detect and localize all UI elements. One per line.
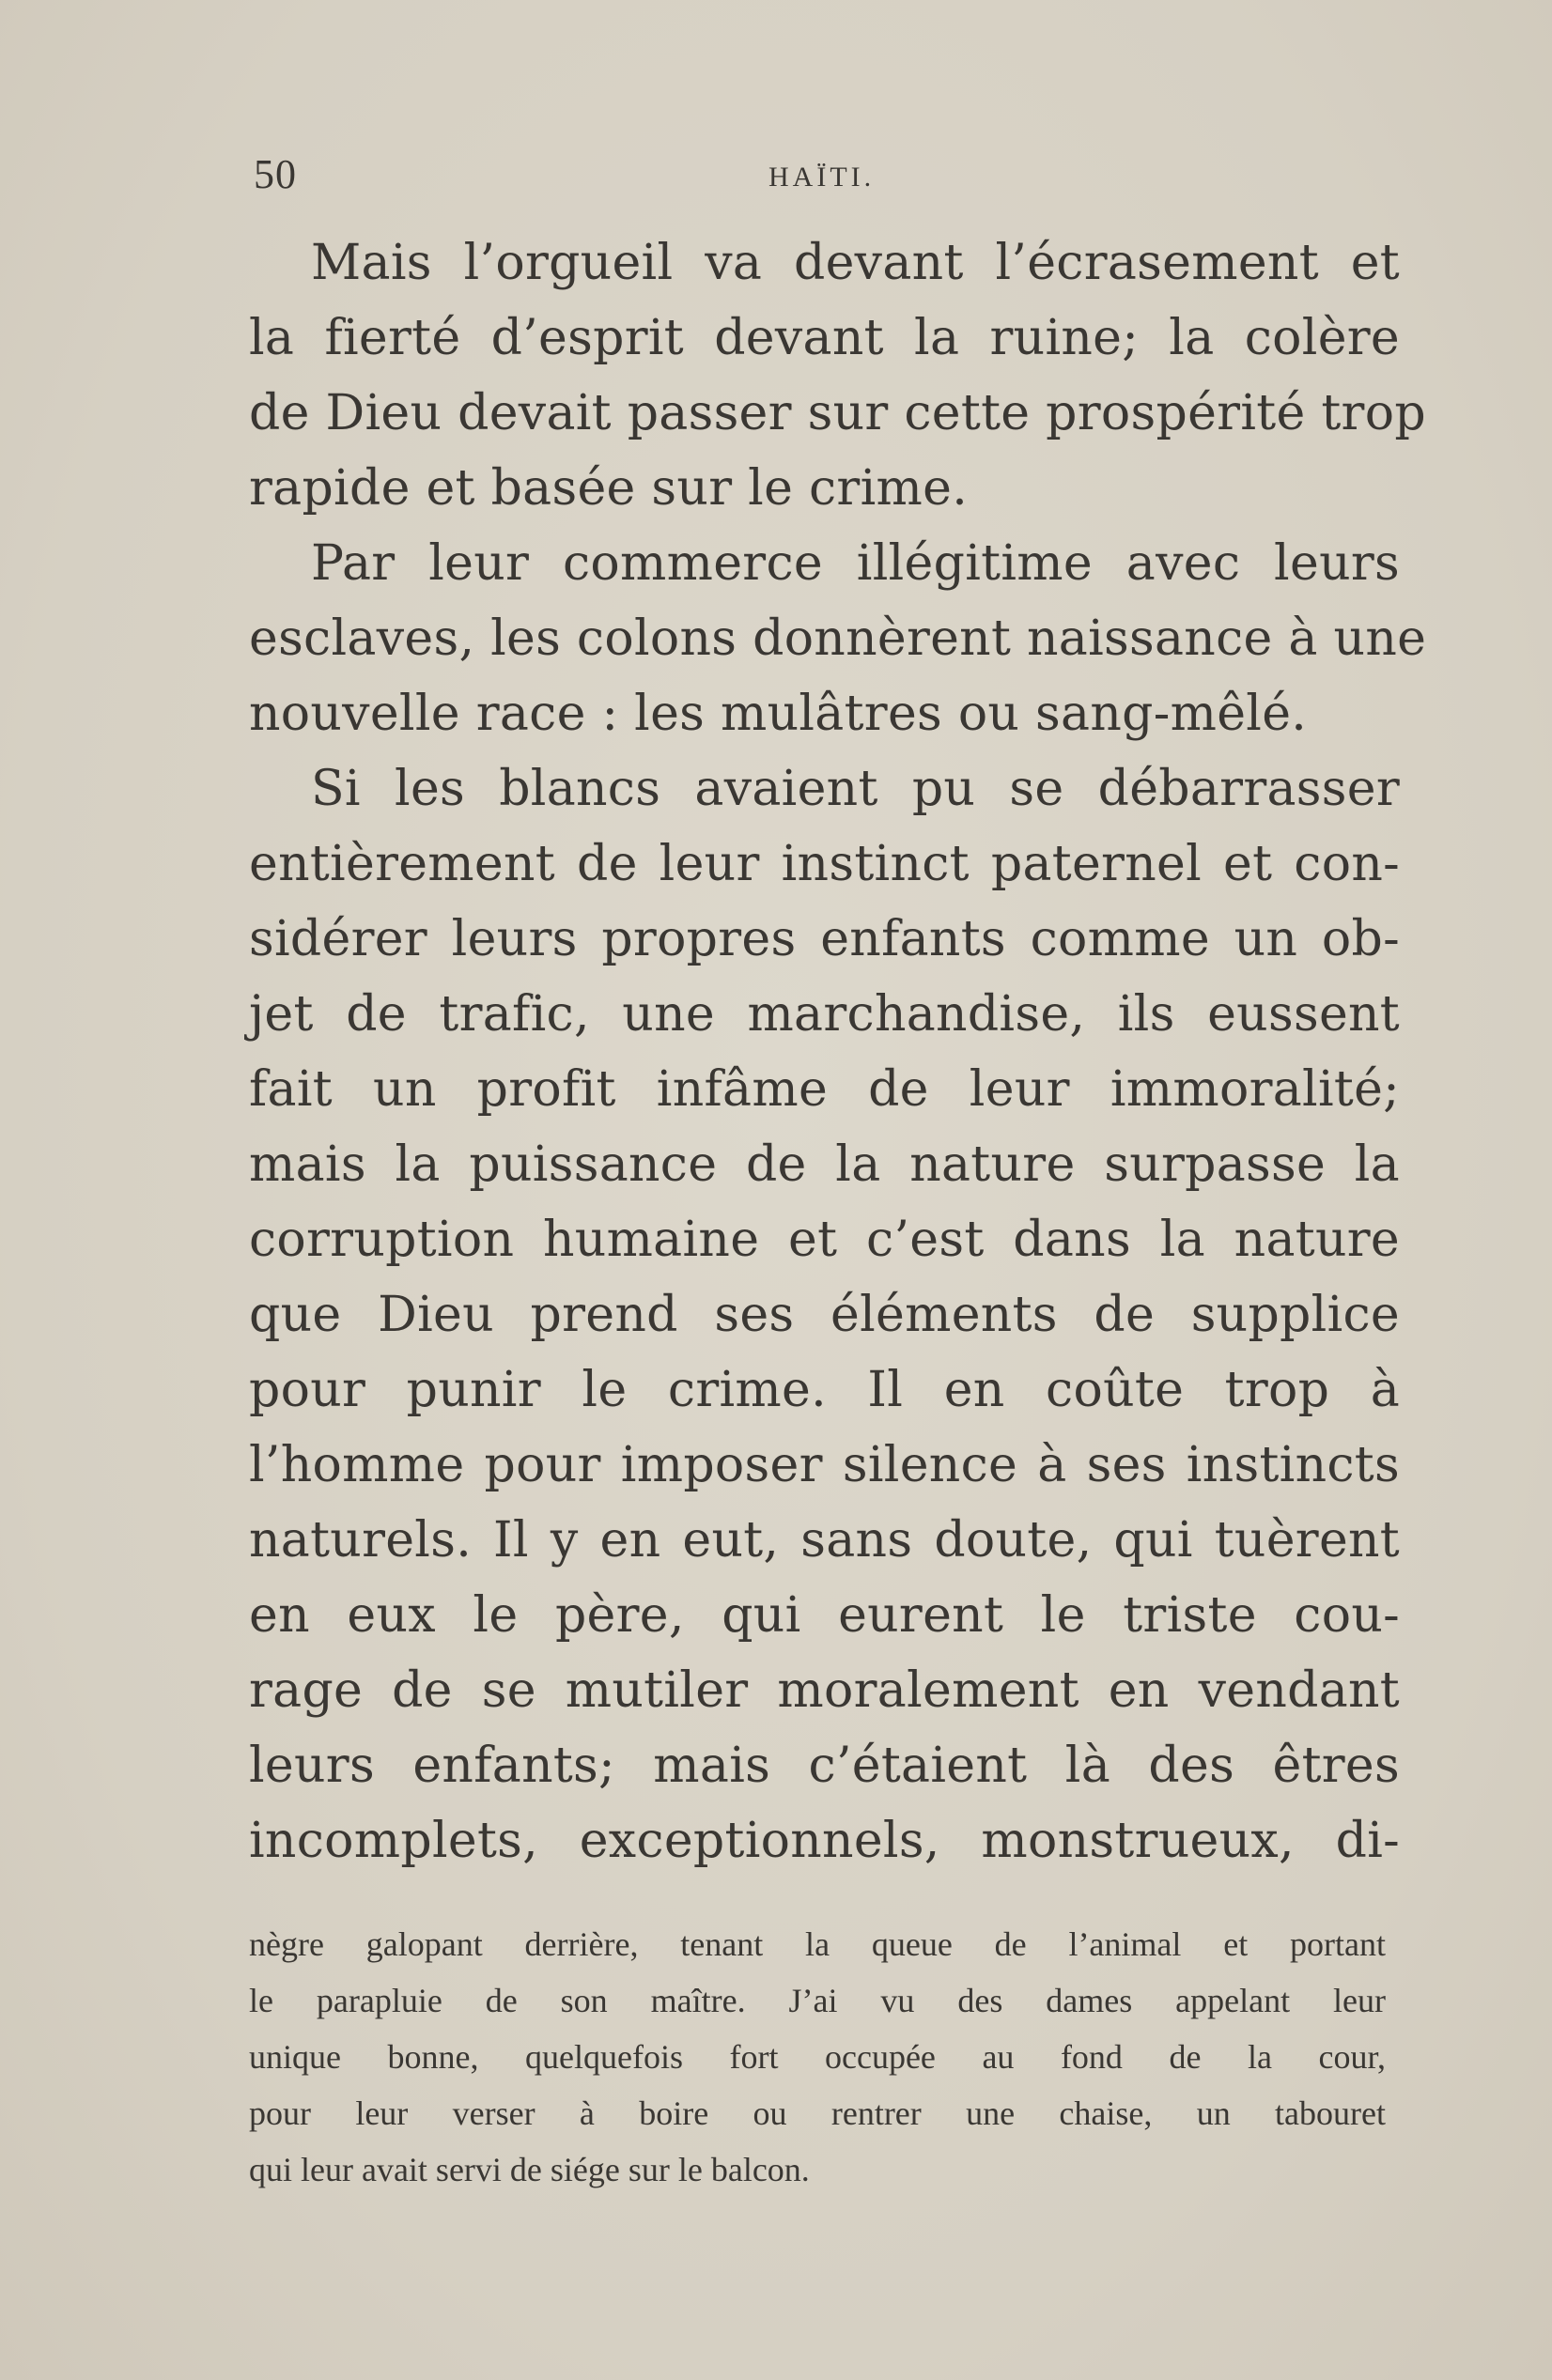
text-line: fait un profit infâme de leur immoralité;: [249, 1061, 1400, 1118]
body-text: [249, 225, 1427, 1878]
text-line: rage de se mutiler moralement en vendant: [249, 1662, 1400, 1719]
text-line: la fierté d’esprit devant la ruine; la colère: [249, 310, 1400, 366]
text-line: entièrement de leur instinct paternel et con-: [249, 836, 1400, 892]
footnote-line: pour leur verser à boire ou rentrer une chaise, un tabouret: [249, 2094, 1386, 2132]
text-line: Par leur commerce illégitime avec leurs: [311, 535, 1400, 592]
text-line: pour punir le crime. Il en coûte trop à: [249, 1362, 1400, 1418]
text-line: Mais l’orgueil va devant l’écrasement et: [311, 235, 1400, 291]
footnote-line: le parapluie de son maître. J’ai vu des dames appelant leur: [249, 1982, 1386, 2019]
text-line: nouvelle race : les mulâtres ou sang-mêlé.: [249, 686, 1308, 742]
text-line: mais la puissance de la nature surpasse la: [249, 1136, 1400, 1193]
running-head: HAÏTI.: [768, 162, 876, 193]
page-header: [254, 150, 1400, 207]
footnote-line: nègre galopant derrière, tenant la queue de l’animal et portant: [249, 1925, 1386, 1963]
footnote-line: qui leur avait servi de siége sur le balcon.: [249, 2151, 810, 2188]
text-line: rapide et basée sur le crime.: [249, 460, 969, 517]
text-line: esclaves, les colons donnèrent naissance à une: [249, 610, 1427, 667]
text-line: que Dieu prend ses éléments de supplice: [249, 1287, 1400, 1343]
text-line: l’homme pour imposer silence à ses instincts: [249, 1437, 1400, 1493]
text-line: corruption humaine et c’est dans la nature: [249, 1212, 1400, 1268]
text-line: Si les blancs avaient pu se débarrasser: [311, 761, 1400, 817]
page-number: 50: [254, 151, 297, 197]
footnote-line: unique bonne, quelquefois fort occupée au fond de la cour,: [249, 2038, 1386, 2076]
text-line: sidérer leurs propres enfants comme un ob-: [249, 911, 1400, 967]
text-line: en eux le père, qui eurent le triste cou-: [249, 1587, 1400, 1644]
text-line: de Dieu devait passer sur cette prospérité trop: [249, 385, 1426, 441]
text-line: jet de trafic, une marchandise, ils eussent: [249, 986, 1400, 1043]
text-line: incomplets, exceptionnels, monstrueux, di-: [249, 1813, 1400, 1869]
text-line: leurs enfants; mais c’étaient là des êtres: [249, 1738, 1400, 1794]
text-line: naturels. Il y en eut, sans doute, qui tuèrent: [249, 1512, 1400, 1569]
footnote: [249, 1916, 1386, 2198]
